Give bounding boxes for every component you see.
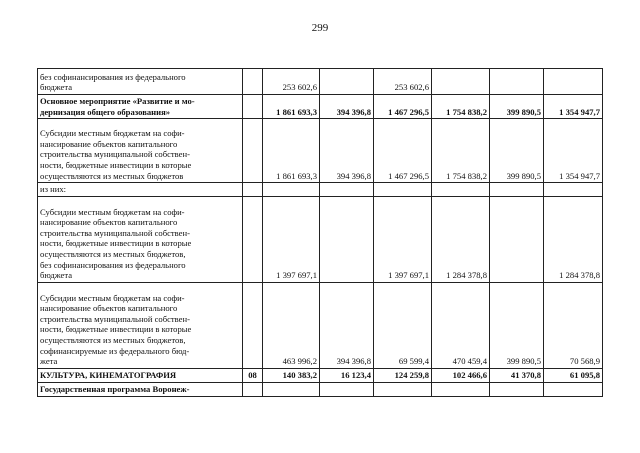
section-code-cell: [243, 282, 263, 368]
amount-cell-c5: [490, 196, 544, 282]
amount-cell-c1: 253 602,6: [263, 69, 320, 95]
row-description-cell: из них:: [38, 183, 243, 197]
row-description-cell: Субсидии местным бюджетам на софи- нансирование объектов капитального строительства муниципальной собствен- ности, бюджетные инвестиции в которые осуществляются из местных бюджетов: [38, 119, 243, 183]
amount-cell-c1: 463 996,2: [263, 282, 320, 368]
amount-cell-c2: 394 396,8: [320, 95, 374, 119]
amount-cell-c5: 399 890,5: [490, 282, 544, 368]
amount-cell-c3: 1 397 697,1: [374, 196, 432, 282]
section-code-cell: [243, 69, 263, 95]
section-code-cell: [243, 119, 263, 183]
amount-cell-c4: [432, 183, 490, 197]
section-code-cell: [243, 95, 263, 119]
amount-cell-c6: 1 354 947,7: [544, 119, 603, 183]
table-row: [38, 382, 603, 396]
table-row: [38, 183, 603, 197]
row-description-cell: Государственная программа Воронеж-: [38, 382, 243, 396]
section-code-cell: [243, 183, 263, 197]
amount-cell-c5: 41 370,8: [490, 368, 544, 382]
amount-cell-c1: 140 383,2: [263, 368, 320, 382]
amount-cell-c3: [374, 382, 432, 396]
amount-cell-c4: [432, 382, 490, 396]
page-number: 299: [311, 22, 329, 34]
amount-cell-c6: 61 095,8: [544, 368, 603, 382]
amount-cell-c2: [320, 183, 374, 197]
amount-cell-c3: 69 599,4: [374, 282, 432, 368]
amount-cell-c6: 70 568,9: [544, 282, 603, 368]
amount-cell-c2: [320, 382, 374, 396]
amount-cell-c2: 394 396,8: [320, 282, 374, 368]
row-description-cell: без софинансирования из федерального бюджета: [38, 69, 243, 95]
amount-cell-c6: 1 284 378,8: [544, 196, 603, 282]
amount-cell-c6: 1 354 947,7: [544, 95, 603, 119]
amount-cell-c5: 399 890,5: [490, 95, 544, 119]
table-row: [38, 95, 603, 119]
amount-cell-c6: [544, 183, 603, 197]
table-row: [38, 196, 603, 282]
amount-cell-c4: [432, 69, 490, 95]
amount-cell-c1: 1 397 697,1: [263, 196, 320, 282]
amount-cell-c3: 1 467 296,5: [374, 119, 432, 183]
amount-cell-c3: [374, 183, 432, 197]
amount-cell-c2: 16 123,4: [320, 368, 374, 382]
amount-cell-c5: [490, 69, 544, 95]
row-description-cell: КУЛЬТУРА, КИНЕМАТОГРАФИЯ: [38, 368, 243, 382]
amount-cell-c4: 1 754 838,2: [432, 119, 490, 183]
amount-cell-c1: 1 861 693,3: [263, 95, 320, 119]
amount-cell-c4: 1 754 838,2: [432, 95, 490, 119]
amount-cell-c2: [320, 69, 374, 95]
table-row: [38, 282, 603, 368]
row-description-cell: Основное мероприятие «Развитие и мо- дернизация общего образования»: [38, 95, 243, 119]
amount-cell-c5: [490, 183, 544, 197]
amount-cell-c3: 1 467 296,5: [374, 95, 432, 119]
amount-cell-c4: 102 466,6: [432, 368, 490, 382]
amount-cell-c1: [263, 382, 320, 396]
section-code-cell: [243, 196, 263, 282]
section-code-cell: [243, 382, 263, 396]
section-code-cell: 08: [243, 368, 263, 382]
amount-cell-c3: 253 602,6: [374, 69, 432, 95]
amount-cell-c5: 399 890,5: [490, 119, 544, 183]
table-row: [38, 119, 603, 183]
amount-cell-c3: 124 259,8: [374, 368, 432, 382]
table-row: [38, 368, 603, 382]
table-row: [38, 69, 603, 95]
amount-cell-c1: 1 861 693,3: [263, 119, 320, 183]
budget-table: [37, 68, 603, 397]
amount-cell-c6: [544, 382, 603, 396]
row-description-cell: Субсидии местным бюджетам на софи- нансирование объектов капитального строительства муниципальной собствен- ности, бюджетные инвестиции в которые осуществляются из местных бюджетов, софинансируемые из федерального бюд- жета: [38, 282, 243, 368]
amount-cell-c5: [490, 382, 544, 396]
amount-cell-c6: [544, 69, 603, 95]
row-description-cell: Субсидии местным бюджетам на софи- нансирование объектов капитального строительства муниципальной собствен- ности, бюджетные инвестиции в которые осуществляются из местных бюджетов, без софинансирования из федерального бюджета: [38, 196, 243, 282]
amount-cell-c1: [263, 183, 320, 197]
amount-cell-c2: [320, 196, 374, 282]
amount-cell-c2: 394 396,8: [320, 119, 374, 183]
amount-cell-c4: 1 284 378,8: [432, 196, 490, 282]
amount-cell-c4: 470 459,4: [432, 282, 490, 368]
